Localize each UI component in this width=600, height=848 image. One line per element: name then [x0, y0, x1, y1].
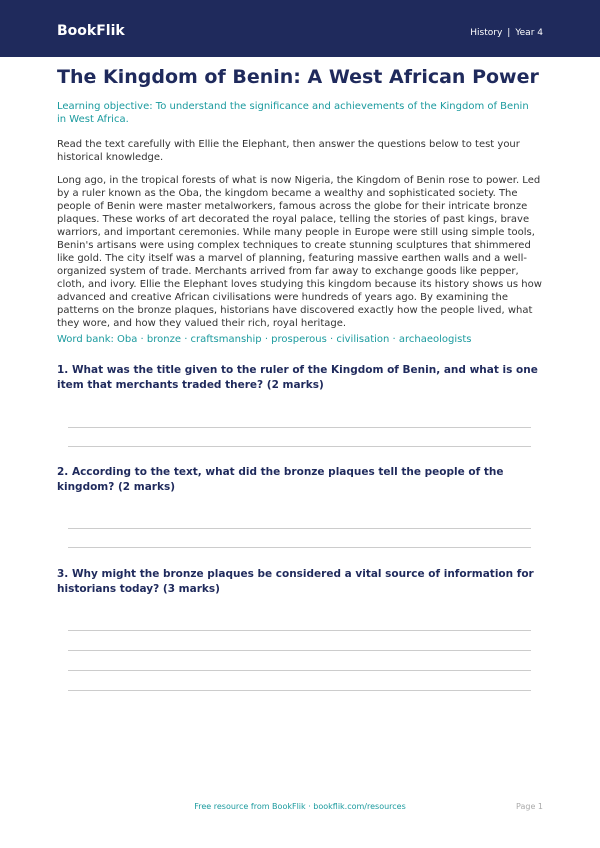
question-3: 3. Why might the bronze plaques be considered a vital source of information for historians today? (3 marks) — [57, 568, 534, 595]
year-label: Year 4 — [515, 28, 543, 38]
page-number: Page 1 — [516, 802, 543, 811]
learning-objective: Learning objective: To understand the significance and achievements of the Kingdom of Benin in West Africa. — [57, 101, 529, 125]
answer-line[interactable] — [68, 446, 531, 447]
answer-line[interactable] — [68, 670, 531, 671]
subject-year — [470, 28, 543, 38]
word-bank: Word bank: Oba · bronze · craftsmanship · prosperous · civilisation · archaeologists — [57, 334, 472, 345]
page-title: The Kingdom of Benin: A West African Power — [57, 66, 539, 88]
answer-line[interactable] — [68, 650, 531, 651]
answer-line[interactable] — [68, 427, 531, 428]
footer-credit[interactable]: Free resource from BookFlik · bookflik.com/resources — [194, 802, 406, 811]
answer-line[interactable] — [68, 528, 531, 529]
question-2: 2. According to the text, what did the bronze plaques tell the people of the kingdom? (2 marks) — [57, 466, 504, 493]
brand-logo[interactable]: BookFlik — [57, 23, 125, 39]
page-header — [0, 0, 600, 57]
answer-line[interactable] — [68, 547, 531, 548]
subject-label: History — [470, 28, 503, 38]
question-1: 1. What was the title given to the ruler of the Kingdom of Benin, and what is one item that merchants traded there? (2 marks) — [57, 364, 538, 391]
intro-text: Read the text carefully with Ellie the Elephant, then answer the questions below to test your historical knowledge. — [57, 139, 520, 163]
reading-passage: Long ago, in the tropical forests of what is now Nigeria, the Kingdom of Benin rose to power. Led by a ruler known as the Oba, the kingdom became a wealthy and sophisticated society. The people of Benin were master metalworkers, famous across the globe for their intricate bronze plaques. These works of art decorated the royal palace, telling the stories of past kings, brave warriors, and important ceremonies. While many people in Europe were still using simple tools, Benin's artisans were using complex techniques to create stunning sculptures that shimmered like gold. The city itself was a marvel of planning, featuring massive earthen walls and a well-organized system of trade. Merchants arrived from far away to exchange goods like pepper, cloth, and ivory. Ellie the Elephant loves studying this kingdom because its history shows us how advanced and creative African civilisations were hundreds of years ago. By examining the patterns on the bronze plaques, historians have discovered exactly how the people lived, what they wore, and how they valued their rich, royal heritage. — [57, 175, 542, 329]
separator: | — [507, 28, 511, 38]
answer-line[interactable] — [68, 690, 531, 691]
answer-line[interactable] — [68, 630, 531, 631]
